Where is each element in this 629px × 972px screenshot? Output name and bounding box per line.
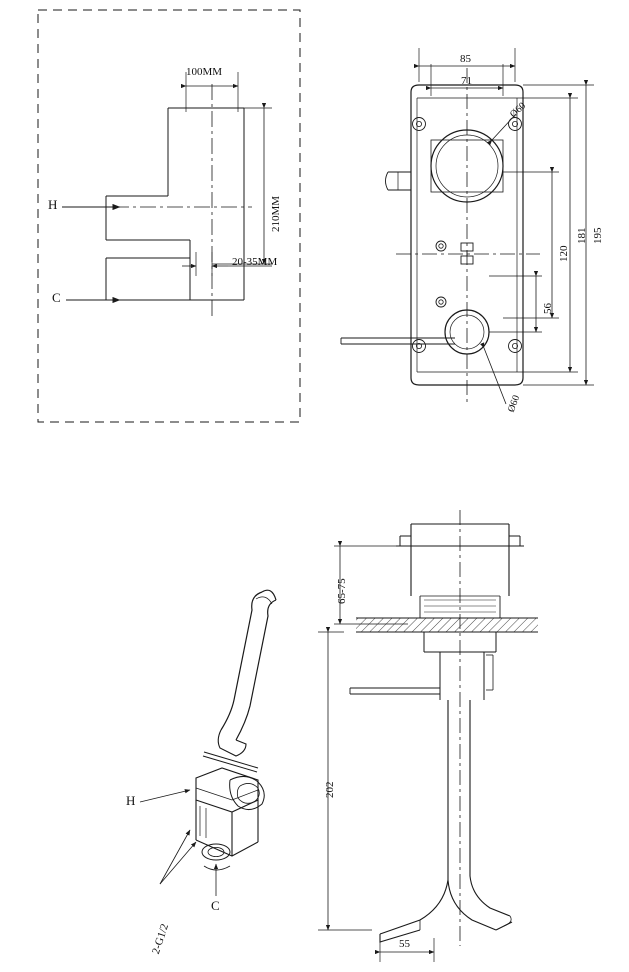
dim-181 (517, 98, 578, 372)
hot-cold-arrows (62, 207, 120, 300)
thread-size-label: 2-G1/2 (150, 922, 172, 956)
dim-120 (503, 172, 559, 318)
dim-65-75-label: 65-75 (336, 578, 348, 604)
diameter-leaders (484, 114, 516, 404)
dim-202-label: 202 (324, 781, 336, 798)
dim-195-label: 195 (592, 227, 604, 244)
dim-210mm (212, 108, 272, 264)
dim-56 (489, 276, 542, 332)
bore-bottom-diameter-label: Ø60 (506, 393, 523, 414)
dim-100mm-label: 100MM (186, 66, 223, 78)
spout-iso (196, 590, 276, 870)
iso-hot-label: H (126, 793, 136, 808)
dim-210mm-label: 210MM (270, 195, 282, 232)
dim-181-label: 181 (576, 227, 588, 244)
section-view (350, 524, 538, 942)
iso-cold-label: C (211, 898, 220, 913)
dim-55-label: 55 (399, 938, 410, 950)
outlet-pipe-lower (341, 338, 455, 344)
iso-leaders (140, 790, 216, 896)
rough-in-centerlines (86, 84, 252, 318)
valve-bores (431, 130, 503, 354)
rough-in-pipework (106, 108, 244, 300)
bore-top-diameter-label: Ø60 (508, 100, 529, 121)
dim-85-label: 85 (460, 53, 471, 65)
inlet-stub-upper (386, 172, 412, 190)
dim-56-label: 56 (542, 303, 554, 314)
dim-20-35mm-label: 20-35MM (232, 256, 278, 268)
rough-in-frame (38, 10, 300, 422)
hot-inlet-label: H (48, 197, 58, 212)
dim-71-label: 71 (461, 75, 472, 87)
cold-inlet-label: C (52, 290, 61, 305)
dim-120-label: 120 (558, 245, 570, 262)
